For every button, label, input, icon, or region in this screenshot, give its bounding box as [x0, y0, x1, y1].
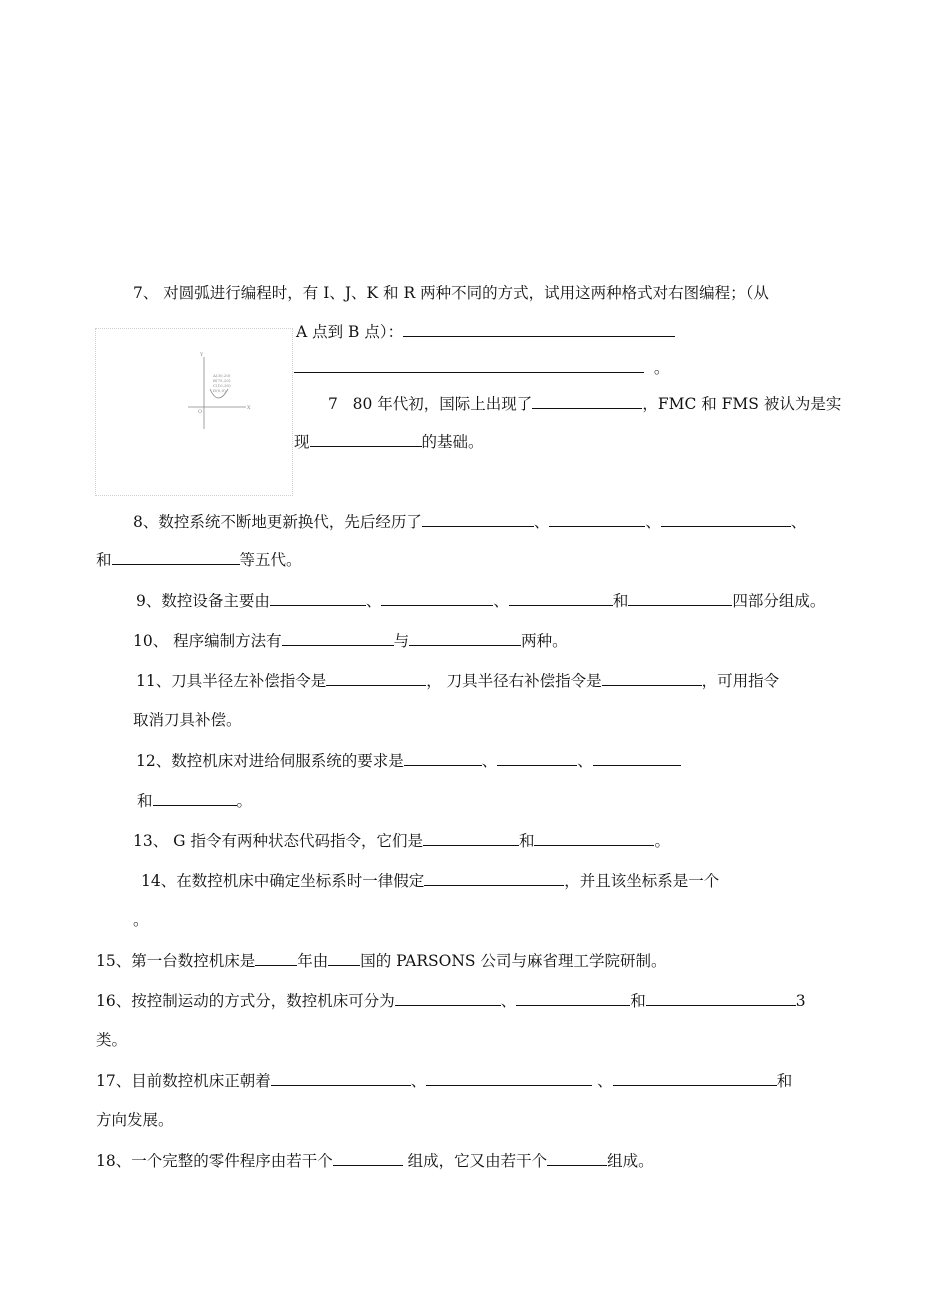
q7-line1: 7、 对圆弧进行编程时，有 I、J、K 和 R 两种不同的方式，试用这两种格式对右图编程；（从: [133, 284, 769, 302]
q14-line1: 14、在数控机床中确定坐标系时一律假定 ，并且该坐标系是一个: [141, 869, 719, 892]
blank[interactable]: [153, 789, 237, 806]
blank[interactable]: [294, 356, 644, 373]
q16-line2: 类。: [96, 1031, 128, 1049]
blank[interactable]: [395, 989, 501, 1006]
blank[interactable]: [602, 669, 702, 686]
blank[interactable]: [403, 320, 675, 337]
blank[interactable]: [613, 1069, 777, 1086]
point-label-a: A(30,20): [213, 373, 231, 378]
blank[interactable]: [271, 1069, 411, 1086]
q11-line2: 取消刀具补偿。: [133, 711, 242, 729]
arc-diagram: [96, 329, 294, 497]
q7-line3: 。: [294, 356, 669, 379]
q16-line1: 16、按控制运动的方式分，数控机床可分为 、 和 3: [96, 989, 806, 1012]
blank[interactable]: [534, 829, 654, 846]
blank[interactable]: [646, 989, 796, 1006]
blank[interactable]: [310, 430, 422, 447]
point-label-b: B(75,20): [213, 378, 231, 383]
blank[interactable]: [422, 510, 534, 527]
blank[interactable]: [328, 949, 360, 966]
blank[interactable]: [509, 589, 613, 606]
blank[interactable]: [282, 629, 394, 646]
blank[interactable]: [549, 510, 645, 527]
blank[interactable]: [628, 589, 732, 606]
q12-line2: 和 。: [137, 789, 252, 812]
q17-line1: 17、目前数控机床正朝着 、 、 和: [96, 1069, 792, 1092]
q11-line1: 11、刀具半径左补偿指令是 ， 刀具半径右补偿指令是 ，可用指令: [136, 669, 779, 692]
y-label: Y: [200, 352, 204, 358]
blank[interactable]: [516, 989, 630, 1006]
blank[interactable]: [426, 1069, 592, 1086]
blank[interactable]: [423, 829, 519, 846]
q14-line2: 。: [133, 911, 149, 929]
q7b-line1: 7 80 年代初，国际上出现了 ，FMC 和 FMS 被认为是实: [328, 392, 841, 415]
blank[interactable]: [532, 392, 642, 409]
q9-line: 9、数控设备主要由 、 、 和 四部分组成。: [136, 589, 825, 612]
blank[interactable]: [333, 1149, 403, 1166]
q10-line: 10、 程序编制方法有 与 两种。: [133, 629, 568, 652]
blank[interactable]: [661, 510, 791, 527]
q18-line: 18、一个完整的零件程序由若干个 组成，它又由若干个 组成。: [96, 1149, 654, 1172]
point-label-d: D(0,0): [213, 388, 226, 393]
blank[interactable]: [404, 749, 482, 766]
x-label: X: [247, 405, 251, 411]
blank[interactable]: [547, 1149, 607, 1166]
arc-figure: [95, 328, 293, 496]
q17-line2: 方向发展。: [96, 1111, 174, 1129]
q12-line1: 12、数控机床对进给伺服系统的要求是 、 、: [136, 749, 681, 772]
blank[interactable]: [424, 869, 564, 886]
blank[interactable]: [497, 749, 577, 766]
q8-line2: 和 等五代。: [96, 548, 302, 571]
blank[interactable]: [112, 548, 240, 565]
q7-line2: A 点到 B 点）：: [296, 320, 675, 343]
q8-line1: 8、数控系统不断地更新换代，先后经历了 、 、 、: [133, 510, 806, 533]
blank[interactable]: [255, 949, 297, 966]
q15-line: 15、第一台数控机床是 年由 国的 PARSONS 公司与麻省理工学院研制。: [96, 949, 666, 972]
blank[interactable]: [381, 589, 493, 606]
point-label-c: C(10,30): [213, 383, 231, 388]
blank[interactable]: [593, 749, 681, 766]
q13-line: 13、 G 指令有两种状态代码指令，它们是 和 。: [133, 829, 670, 852]
blank[interactable]: [326, 669, 426, 686]
origin-label: O: [198, 409, 203, 415]
blank[interactable]: [270, 589, 366, 606]
blank[interactable]: [409, 629, 521, 646]
q7b-line2: 现 的基础。: [294, 430, 484, 453]
